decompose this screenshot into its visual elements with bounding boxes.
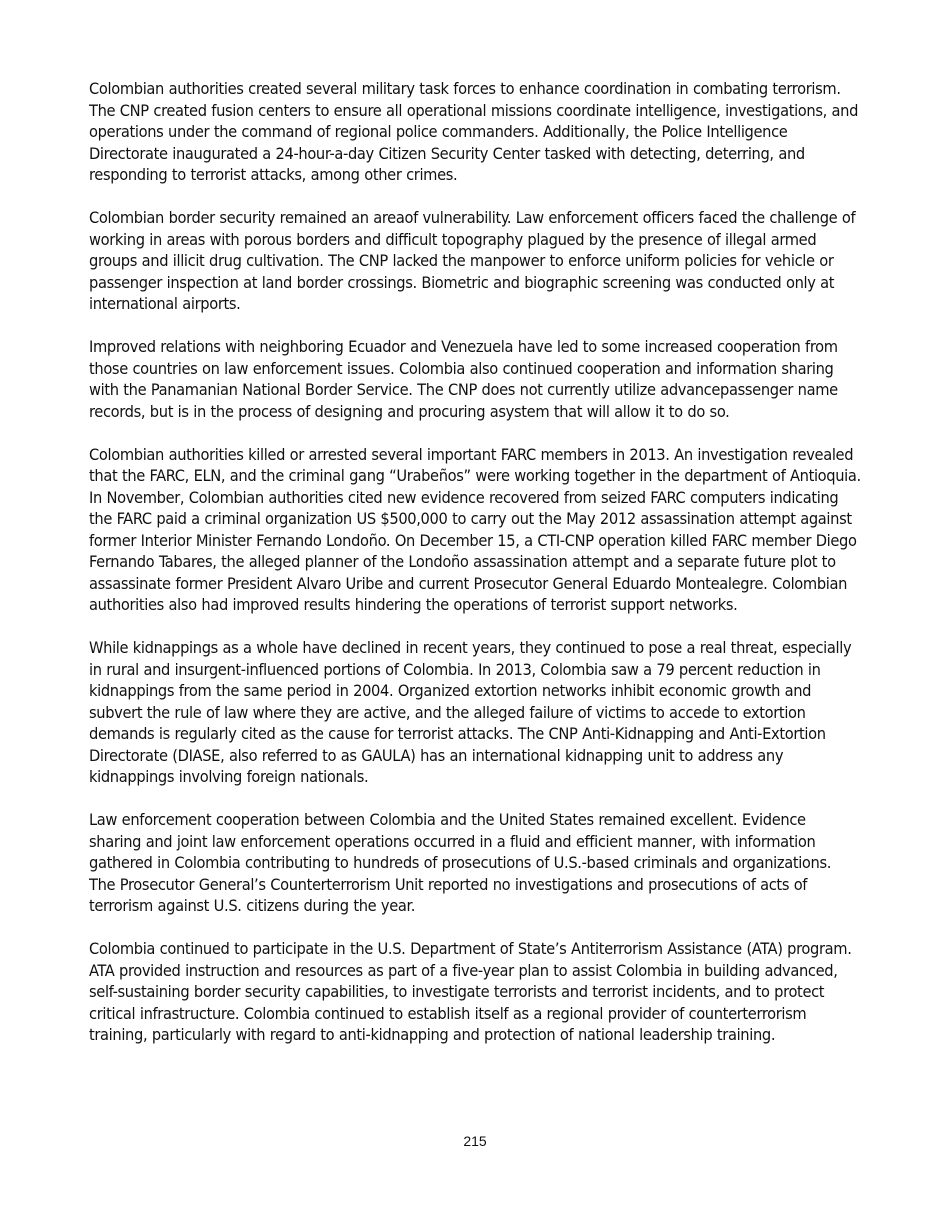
paragraph-neighbor-relations: Improved relations with neighboring Ecuador and Venezuela have led to some increased cooperation from those countries on law enforcement issues. Colombia also continued cooperation and information sharing with the Panamanian National Border Service. The CNP does not currently utilize advancepassenger name records, but is in the process of designing and procuring asystem that will allow it to do so. [89, 337, 838, 421]
paragraph-border-security: Colombian border security remained an areaof vulnerability. Law enforcement officers faced the challenge of working in areas with porous borders and difficult topography plagued by the presence of illegal armed groups and illicit drug cultivation. The CNP lacked the manpower to enforce uniform policies for vehicle or passenger inspection at land border crossings. Biometric and biographic screening was conducted only at international airports. [89, 208, 856, 313]
paragraph-ata-program: Colombia continued to participate in the U.S. Department of State’s Antiterrorism Assistance (ATA) program. ATA provided instruction and resources as part of a five-year plan to assist Colombia in building advanced, self-sustaining border security capabilities, to investigate terrorists and terrorist incidents, and to protect critical infrastructure. Colombia continued to establish itself as a regional provider of counterterrorism training, particularly with regard to anti-kidnapping and protection of national leadership training. [89, 939, 852, 1044]
paragraph-law-enforcement-cooperation: Law enforcement cooperation between Colombia and the United States remained excellent. Evidence sharing and joint law enforcement operations occurred in a fluid and efficient manner, with information gathered in Colombia contributing to hundreds of prosecutions of U.S.-based criminals and organizations. The Prosecutor General’s Counterterrorism Unit reported no investigations and prosecutions of acts of terrorism against U.S. citizens during the year. [89, 810, 832, 915]
page-number: 215 [463, 1133, 487, 1149]
paragraph-farc-arrests: Colombian authorities killed or arrested several important FARC members in 2013. An investigation revealed that the FARC, ELN, and the criminal gang “Urabeños” were working together in the department of Antioquia. In November, Colombian authorities cited new evidence recovered from seized FARC computers indicating the FARC paid a criminal organization US $500,000 to carry out the May 2012 assassination attempt against former Interior Minister Fernando Londoño. On December 15, a CTI-CNP operation killed FARC member Diego Fernando Tabares, the alleged planner of the Londoño assassination attempt and a separate future plot to assassinate former President Alvaro Uribe and current Prosecutor General Eduardo Montealegre. Colombian authorities also had improved results hindering the operations of terrorist support networks. [89, 444, 861, 614]
paragraph-kidnappings: While kidnappings as a whole have declined in recent years, they continued to pose a real threat, especially in rural and insurgent-influenced portions of Colombia. In 2013, Colombia saw a 79 percent reduction in kidnappings from the same period in 2004. Organized extortion networks inhibit economic growth and subvert the rule of law where they are active, and the alleged failure of victims to accede to extortion demands is regularly cited as the cause for terrorist attacks. The CNP Anti-Kidnapping and Anti-Extortion Directorate (DIASE, also referred to as GAULA) has an international kidnapping unit to address any kidnappings involving foreign nationals. [89, 638, 852, 786]
paragraph-task-forces: Colombian authorities created several military task forces to enhance coordination in combating terrorism. The CNP created fusion centers to ensure all operational missions coordinate intelligence, investigations, and operations under the command of regional police commanders. Additionally, the Police Intelligence Directorate inaugurated a 24-hour-a-day Citizen Security Center tasked with detecting, deterring, and responding to terrorist attacks, among other crimes. [89, 79, 859, 184]
document-body [89, 78, 861, 1067]
